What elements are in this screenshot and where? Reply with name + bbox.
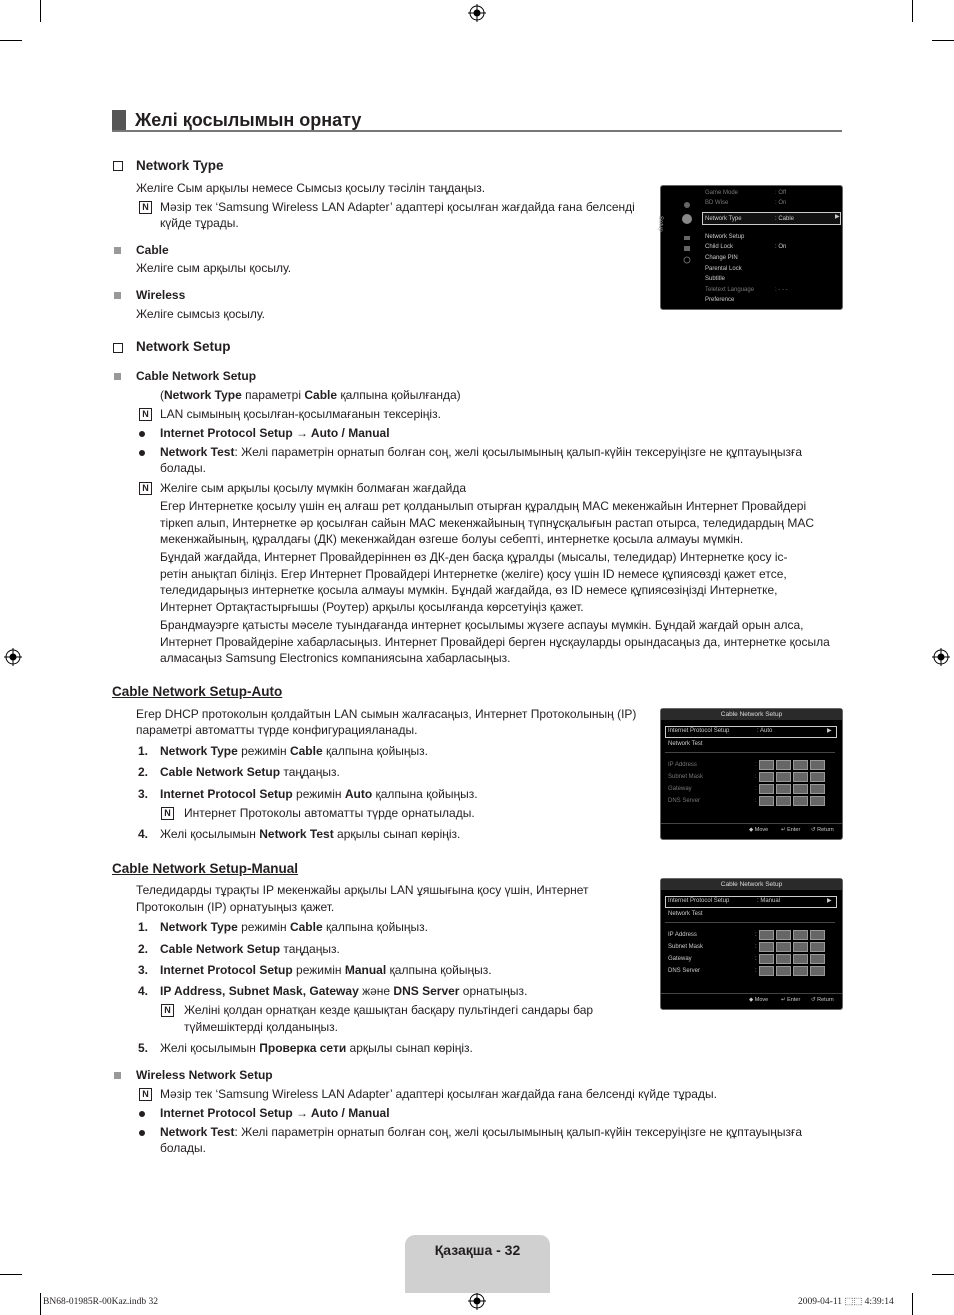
network-type-heading: Network Type (136, 158, 224, 173)
osd-field-colon: : (755, 786, 757, 792)
wireless-net-test-line2: болады. (160, 1141, 206, 1155)
step-number: 2. (138, 942, 149, 956)
wireless-label: Wireless (136, 288, 186, 302)
ip-octet-box (776, 942, 791, 952)
auto-step-4: Желі қосылымын Network Test арқылы сынап көріңіз. (160, 827, 461, 841)
ip-octet-box (810, 942, 825, 952)
crop-mark (0, 40, 22, 41)
net-test-line1: Network Test: Желі параметрін орнатып болған соң, желі қосылымының қалып-күйін тексеруіңізге не құптауыңызға (160, 445, 803, 459)
crop-mark (40, 1293, 41, 1315)
cable-label: Cable (136, 243, 169, 257)
osd-title: Cable Network Setup (661, 709, 842, 720)
osd-network-test: Network Test (668, 911, 703, 917)
cable-setup-auto-screenshot (660, 708, 843, 840)
manual-step-4-note-line2: түймешіктерді қолданыңыз. (184, 1020, 338, 1034)
osd-menu-value: : Cable (775, 216, 795, 222)
osd-field-colon: : (755, 956, 757, 962)
chevron-right-icon: ▶ (827, 728, 832, 734)
ip-octet-box (810, 966, 825, 976)
checkbox-bullet-icon (113, 343, 123, 353)
osd-menu-item: Game Mode (705, 190, 739, 196)
network-type-desc: Желіге Сым арқылы немесе Сымсыз қосылу тәсілін таңдаңыз. (136, 181, 486, 195)
network-type-note-line2: күйде тұрады. (160, 216, 239, 230)
wireless-note: Мәзір тек ‘Samsung Wireless LAN Adapter’ адаптері қосылған жағдайда ғана белсенді күйде тұрады. (160, 1087, 717, 1101)
osd-field-colon: : (755, 968, 757, 974)
ip-octet-box (776, 796, 791, 806)
square-bullet-icon (114, 373, 121, 380)
osd-field-colon: : (755, 798, 757, 804)
paragraph-line: алмасаңыз Samsung Electronics компаниясына хабарласыңыз. (160, 651, 511, 665)
ip-octet-box (776, 966, 791, 976)
osd-nav-move: ◆ Move (749, 997, 769, 1003)
note-fail: Желіге сым арқылы қосылу мүмкін болмаған жағдайда (160, 481, 467, 495)
ip-octet-box (810, 796, 825, 806)
osd-ip-setup-label: Internet Protocol Setup (668, 898, 730, 904)
note-icon: N (139, 408, 152, 421)
osd-nav-move: ◆ Move (749, 827, 769, 833)
ip-octet-box (776, 772, 791, 782)
divider (665, 752, 835, 753)
osd-menu-value: : On (775, 200, 787, 206)
ip-octet-box (759, 966, 774, 976)
ip-octet-box (759, 772, 774, 782)
osd-nav-enter: ↵ Enter (781, 997, 801, 1003)
manual-step-3: Internet Protocol Setup режимін Manual қалпына қойыңыз. (160, 963, 492, 977)
paragraph-line: Брандмауэрге қатысты мәселе туындағанда интернет қосылымы жүзеге аспауы мүмкін. Бұндай жағдай орын алса, (160, 618, 804, 632)
step-number: 4. (138, 984, 149, 998)
osd-menu-item: Change PIN (705, 255, 738, 261)
ip-setup-option: Internet Protocol Setup → Auto / Manual (160, 426, 390, 440)
paragraph-line: Егер Интернетке қосылу үшін ең алғаш рет қолданылып отырған құралдың MAC мекенжайын Интернет Провайдері (160, 499, 807, 513)
divider (665, 922, 835, 923)
network-setup-heading: Network Setup (136, 339, 231, 354)
ip-octet-box (759, 784, 774, 794)
divider (661, 993, 842, 994)
paragraph-line: Бұндай жағдайда, Интернет Провайдеріннен өз ДК-ден басқа құралды (мысалы, теледидар) Интернетке қосу іс- (160, 550, 788, 564)
paragraph-line: ретін анықтап біліңіз. Егер Интернет Провайдері Интернетке (желіге) қосу үшін ID немесе құпиясөзді қажет етсе, (160, 566, 787, 581)
registration-mark-icon (932, 648, 950, 666)
osd-ip-setup-value: : Auto (757, 728, 773, 734)
osd-field-colon: : (755, 774, 757, 780)
osd-field-label: IP Address (668, 762, 697, 768)
osd-nav-return: ↺ Return (811, 827, 834, 833)
osd-field-colon: : (755, 762, 757, 768)
wireless-desc: Желіге сымсыз қосылу. (136, 307, 266, 321)
osd-field-label: DNS Server (668, 968, 701, 974)
osd-network-test: Network Test (668, 741, 703, 747)
paragraph-line: тіркеп алып, Интернетке әр қосылған сайын MAC мекенжайының түпнұсқалығын растап отырса, теледидардың MAC (160, 515, 814, 530)
step-number: 3. (138, 963, 149, 977)
divider (661, 823, 842, 824)
manual-intro-line1: Теледидарды тұрақты IP мекенжайы арқылы LAN ұяшығына қосу үшін, Интернет (136, 883, 589, 897)
wireless-net-test-line1: Network Test: Желі параметрін орнатып болған соң, желі қосылымының қалып-күйін тексеруіңізге не құптауыңызға (160, 1125, 803, 1139)
bullet-icon (139, 1130, 145, 1136)
manual-step-4: IP Address, Subnet Mask, Gateway және DNS Server орнатыңыз. (160, 984, 528, 998)
ip-octet-box (759, 796, 774, 806)
manual-step-2: Cable Network Setup таңдаңыз. (160, 942, 340, 956)
ip-octet-box (810, 784, 825, 794)
osd-field-label: IP Address (668, 932, 697, 938)
auto-step-2: Cable Network Setup таңдаңыз. (160, 765, 340, 779)
osd-menu-item: Network Type (705, 216, 742, 222)
wireless-ip-setup: Internet Protocol Setup → Auto / Manual (160, 1106, 390, 1120)
menu-category-icons (682, 200, 692, 270)
ip-octet-box (810, 930, 825, 940)
page-number: Қазақша - 32 (434, 1242, 521, 1258)
osd-field-label: Subnet Mask (668, 774, 704, 780)
title-marker (112, 110, 126, 130)
title-rule (112, 130, 842, 132)
crop-mark (932, 1274, 954, 1275)
ip-octet-box (776, 930, 791, 940)
wireless-setup-label: Wireless Network Setup (136, 1068, 273, 1082)
osd-menu-item: BD Wise (705, 200, 729, 206)
registration-mark-icon (4, 648, 22, 666)
osd-field-colon: : (755, 944, 757, 950)
crop-mark (40, 0, 41, 22)
ip-octet-box (810, 760, 825, 770)
osd-field-label: Gateway (668, 786, 692, 792)
ip-octet-box (793, 930, 808, 940)
print-slug-file: BN68-01985R-00Kaz.indb 32 (43, 1297, 159, 1307)
step-number: 1. (138, 744, 149, 758)
auto-intro-line2: параметрі автоматты түрде конфигурацияланады. (136, 723, 418, 737)
chevron-right-icon: ▶ (835, 214, 840, 220)
page-title: Желі қосылымын орнату (135, 110, 362, 130)
print-slug-date: 2009-04-11 ⬚⬚ 4:39:14 (798, 1297, 894, 1307)
paragraph-line: Интернет Ортақтастырғышы (Роутер) арқылы қосылғанда көрсетуіңіз қажет. (160, 599, 584, 614)
square-bullet-icon (114, 1072, 121, 1079)
osd-menu-value: : Off (775, 190, 787, 196)
osd-field-label: DNS Server (668, 798, 701, 804)
cable-setup-manual-screenshot (660, 878, 843, 1010)
crop-mark (912, 1293, 913, 1315)
osd-nav-return: ↺ Return (811, 997, 834, 1003)
manual-heading: Cable Network Setup-Manual (112, 861, 299, 876)
crop-mark (0, 1274, 22, 1275)
setup-menu-screenshot (657, 185, 843, 310)
note-icon: N (161, 1004, 174, 1017)
note-icon: N (161, 807, 174, 820)
ip-octet-box (793, 772, 808, 782)
square-bullet-icon (114, 247, 121, 254)
note-icon: N (139, 1088, 152, 1101)
osd-title: Cable Network Setup (661, 879, 842, 890)
auto-step-3: Internet Protocol Setup режимін Auto қалпына қойыңыз. (160, 787, 478, 801)
bullet-icon (139, 450, 145, 456)
net-test-line2: болады. (160, 461, 206, 475)
registration-mark-icon (468, 1292, 486, 1310)
ip-octet-box (759, 942, 774, 952)
ip-octet-box (793, 796, 808, 806)
manual-step-4-note-line1: Желіні қолдан орнатқан кезде қашықтан басқару пультіндегі сандары бар (184, 1003, 594, 1017)
osd-menu-item: Subtitle (705, 276, 726, 282)
osd-menu-item: Teletext Language (705, 287, 755, 293)
ip-octet-box (759, 760, 774, 770)
cable-desc: Желіге сым арқылы қосылу. (136, 261, 292, 275)
checkbox-bullet-icon (113, 161, 123, 171)
osd-field-label: Subnet Mask (668, 944, 704, 950)
setup-side-label: Setup (657, 216, 663, 232)
manual-intro-line2: Протоколын (IP) орнатуыңыз қажет. (136, 900, 335, 914)
osd-menu-item: Preference (705, 297, 735, 303)
osd-menu-value: : - - - (775, 287, 788, 293)
ip-octet-box (793, 954, 808, 964)
ip-octet-box (810, 954, 825, 964)
square-bullet-icon (114, 292, 121, 299)
cable-network-setup-label: Cable Network Setup (136, 369, 257, 383)
crop-mark (912, 0, 913, 22)
step-number: 2. (138, 765, 149, 779)
step-number: 1. (138, 920, 149, 934)
osd-nav-enter: ↵ Enter (781, 827, 801, 833)
bullet-icon (139, 1111, 145, 1117)
ip-octet-box (793, 784, 808, 794)
step-number: 5. (138, 1041, 149, 1055)
note-icon: N (139, 201, 152, 214)
ip-octet-box (793, 942, 808, 952)
osd-ip-setup-label: Internet Protocol Setup (668, 728, 730, 734)
crop-mark (932, 40, 954, 41)
auto-intro-line1: Егер DHCP протоколын қолдайтын LAN сымын жалғасаңыз, Интернет Протоколының (IP) (136, 707, 637, 721)
ip-octet-box (793, 966, 808, 976)
ip-octet-box (793, 760, 808, 770)
manual-step-5: Желі қосылымын Проверка сети арқылы сынап көріңіз. (160, 1041, 473, 1055)
auto-step-1: Network Type режимін Cable қалпына қойыңыз. (160, 744, 428, 758)
note-icon: N (139, 482, 152, 495)
osd-ip-setup-value: : Manual (757, 898, 781, 904)
step-number: 3. (138, 787, 149, 801)
paragraph-line: теледидарыңыз интернетке қосыла алмауы мүмкін. Бұндай жағдайда, өз ID немесе құпиясөзіңізді Интернетке, (160, 583, 778, 597)
ip-octet-box (759, 954, 774, 964)
osd-field-label: Gateway (668, 956, 692, 962)
osd-menu-item: Parental Lock (705, 266, 742, 272)
ip-octet-box (759, 930, 774, 940)
ip-octet-box (776, 784, 791, 794)
note-lan: LAN сымының қосылған-қосылмағанын тексеріңіз. (160, 407, 441, 421)
ip-octet-box (810, 772, 825, 782)
chevron-right-icon: ▶ (827, 898, 832, 904)
step-number: 4. (138, 827, 149, 841)
manual-step-1: Network Type режимін Cable қалпына қойыңыз. (160, 920, 428, 934)
ip-octet-box (776, 760, 791, 770)
osd-menu-value: : On (775, 244, 787, 250)
bullet-icon (139, 431, 145, 437)
paragraph-line: мекенжайының, құралдағы (ДК) мекенжайдан өзгеше болуы себепті, интернетке қосыла алмауы мүмкін. (160, 532, 744, 546)
osd-menu-item: Child Lock (705, 244, 734, 250)
network-type-note-line1: Мәзір тек ‘Samsung Wireless LAN Adapter’ адаптері қосылған жағдайда ғана белсенді (160, 200, 635, 214)
ip-octet-box (776, 954, 791, 964)
osd-menu-item: Network Setup (705, 234, 745, 240)
paragraph-line: Интернет Провайдеріне хабарласыңыз. Интернет Провайдері берген нұсқауларды орындасаңыз да, интернетке қосыла (160, 634, 830, 649)
registration-mark-icon (468, 4, 486, 22)
auto-step-3-note: Интернет Протоколы автоматты түрде орнатылады. (184, 806, 475, 820)
auto-heading: Cable Network Setup-Auto (112, 684, 283, 699)
cable-condition: (Network Type параметрі Cable қалпына қойылғанда) (160, 388, 461, 402)
osd-field-colon: : (755, 932, 757, 938)
